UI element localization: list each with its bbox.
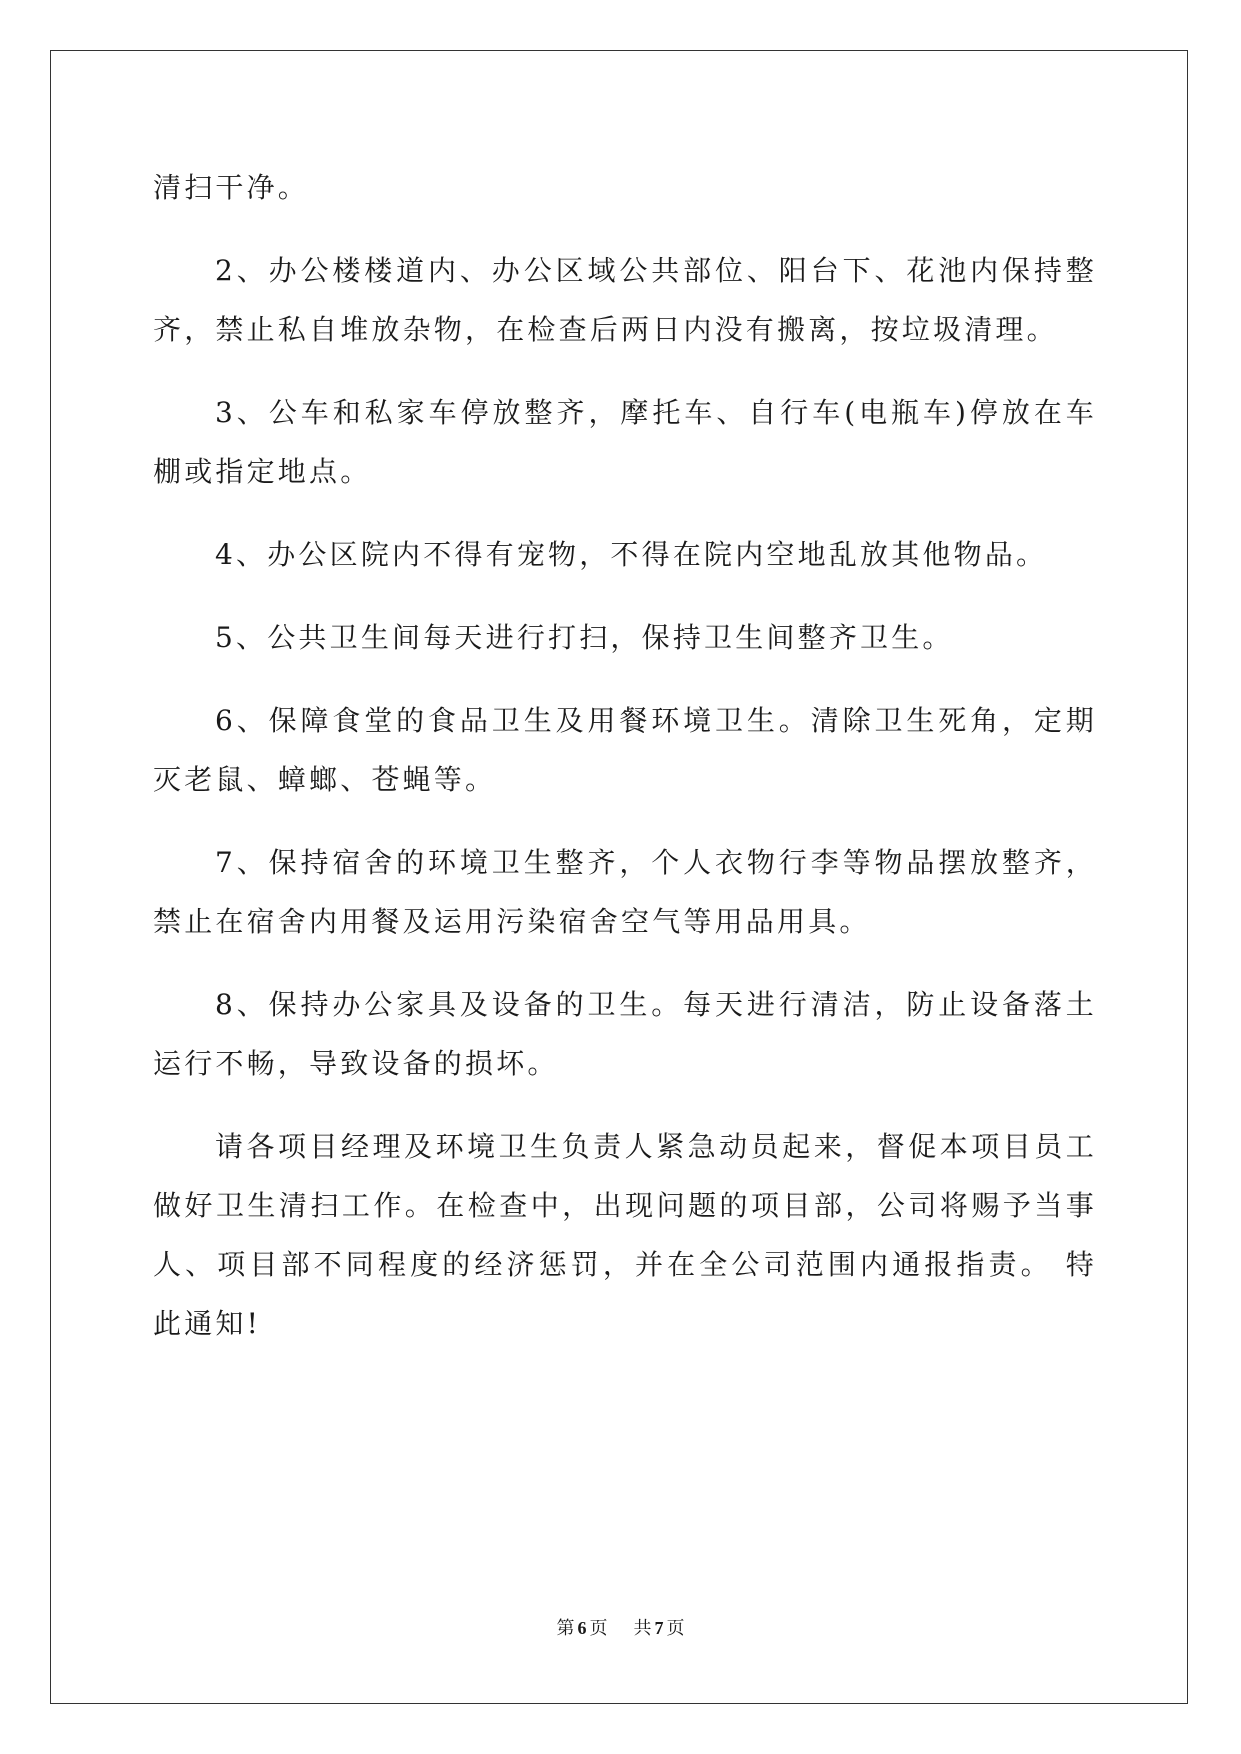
paragraph-item-2: 2、办公楼楼道内、办公区域公共部位、阳台下、花池内保持整齐，禁止私自堆放杂物，在检查后两日内没有搬离，按垃圾清理。: [153, 254, 1097, 346]
page-number: 6: [577, 1618, 587, 1638]
page-footer: [0, 1614, 1241, 1640]
page-suffix: 页: [589, 1618, 608, 1639]
total-prefix: 共: [633, 1618, 652, 1639]
paragraph-item-4: 4、办公区院内不得有宠物，不得在院内空地乱放其他物品。: [215, 538, 1048, 571]
document-body: [153, 158, 1097, 1377]
paragraph-closing: 请各项目经理及环境卫生负责人紧急动员起来，督促本项目员工做好卫生清扫工作。在检查中，出现问题的项目部，公司将赐予当事人、项目部不同程度的经济惩罚，并在全公司范围内通报指责。 特此通知!: [153, 1130, 1097, 1340]
total-suffix: 页: [666, 1618, 685, 1639]
paragraph-item-7: 7、保持宿舍的环境卫生整齐，个人衣物行李等物品摆放整齐，禁止在宿舍内用餐及运用污染宿舍空气等用品用具。: [153, 846, 1097, 938]
page-prefix: 第: [556, 1618, 575, 1639]
paragraph-item-3: 3、公车和私家车停放整齐，摩托车、自行车(电瓶车)停放在车棚或指定地点。: [153, 396, 1097, 488]
total-pages: 7: [654, 1618, 664, 1638]
paragraph-item-5: 5、公共卫生间每天进行打扫，保持卫生间整齐卫生。: [215, 621, 954, 654]
paragraph-continuation: 清扫干净。: [153, 171, 310, 204]
paragraph-item-8: 8、保持办公家具及设备的卫生。每天进行清洁，防止设备落土运行不畅，导致设备的损坏。: [153, 988, 1097, 1080]
paragraph-item-6: 6、保障食堂的食品卫生及用餐环境卫生。清除卫生死角，定期灭老鼠、蟑螂、苍蝇等。: [153, 704, 1097, 796]
